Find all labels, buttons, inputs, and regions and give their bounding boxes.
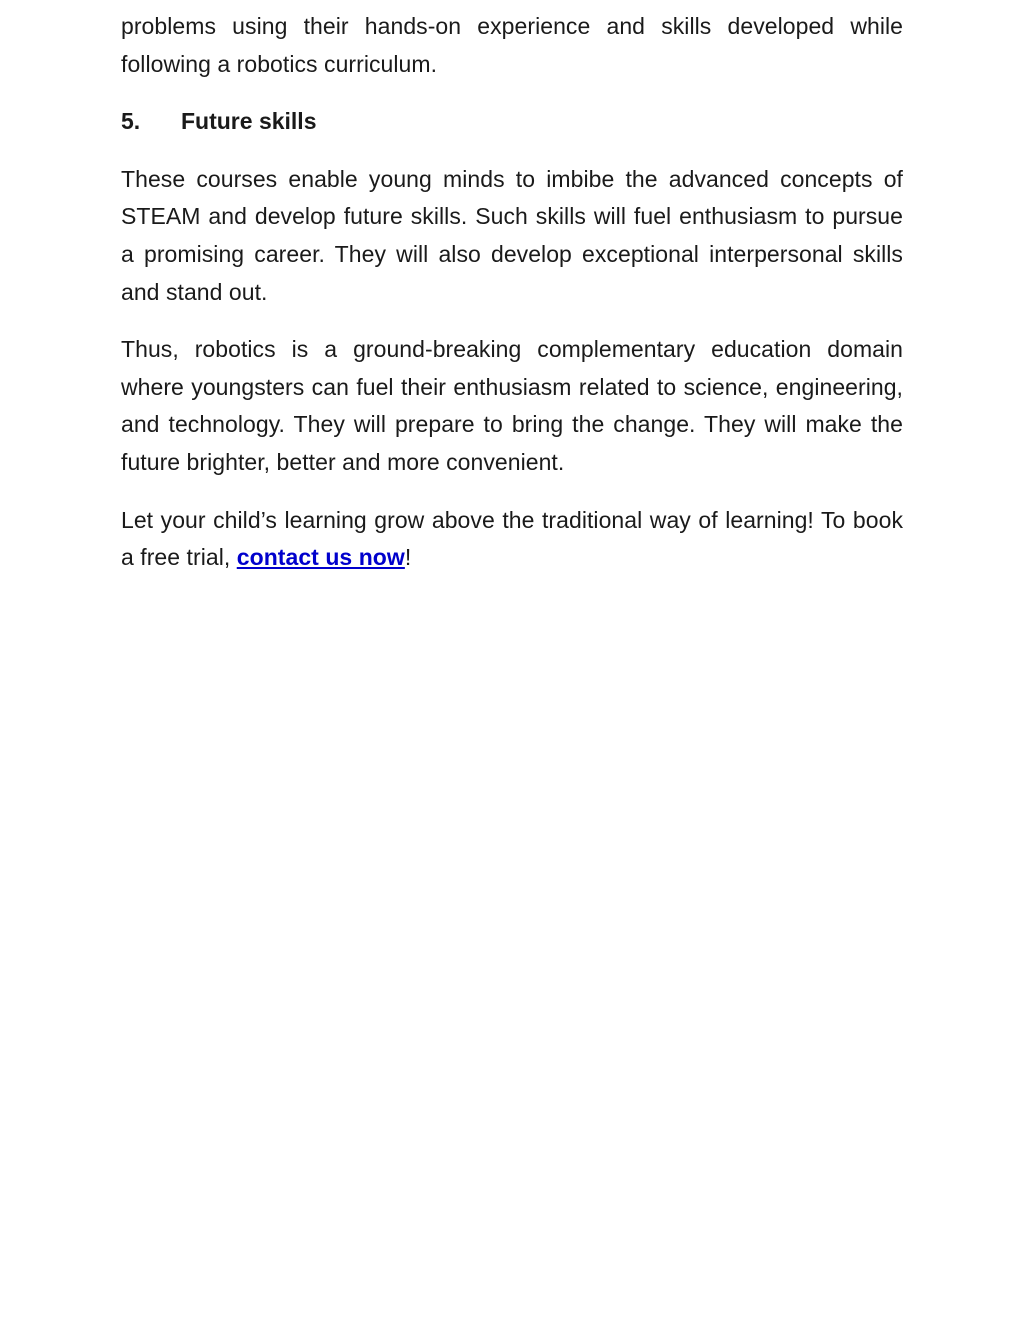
contact-us-link[interactable]: contact us now (236, 544, 405, 571)
conclusion-paragraph: Thus, robotics is a ground-breaking complementary education domain where youngsters can fuel their enthusiasm related to science, engineering, and technology. They will prepare to bring the change. They will make the future brighter, better and more convenient. (121, 336, 903, 475)
cta-exclamation: ! (404, 544, 412, 571)
cta-text: Let your child’s learning grow above the traditional way of learning! To book a free trial, (121, 506, 903, 571)
section-number: 5. (121, 108, 141, 135)
intro-paragraph: problems using their hands-on experience and skills developed while following a robotics curriculum. (121, 13, 903, 77)
section-title: Future skills (181, 108, 317, 135)
cta-paragraph (121, 502, 903, 577)
document-page (121, 8, 903, 597)
section-heading (121, 103, 903, 141)
future-skills-paragraph: These courses enable young minds to imbibe the advanced concepts of STEAM and develop future skills. Such skills will fuel enthusiasm to pursue a promising career. They will also develop exceptional interpersonal skills and stand out. (121, 165, 903, 305)
